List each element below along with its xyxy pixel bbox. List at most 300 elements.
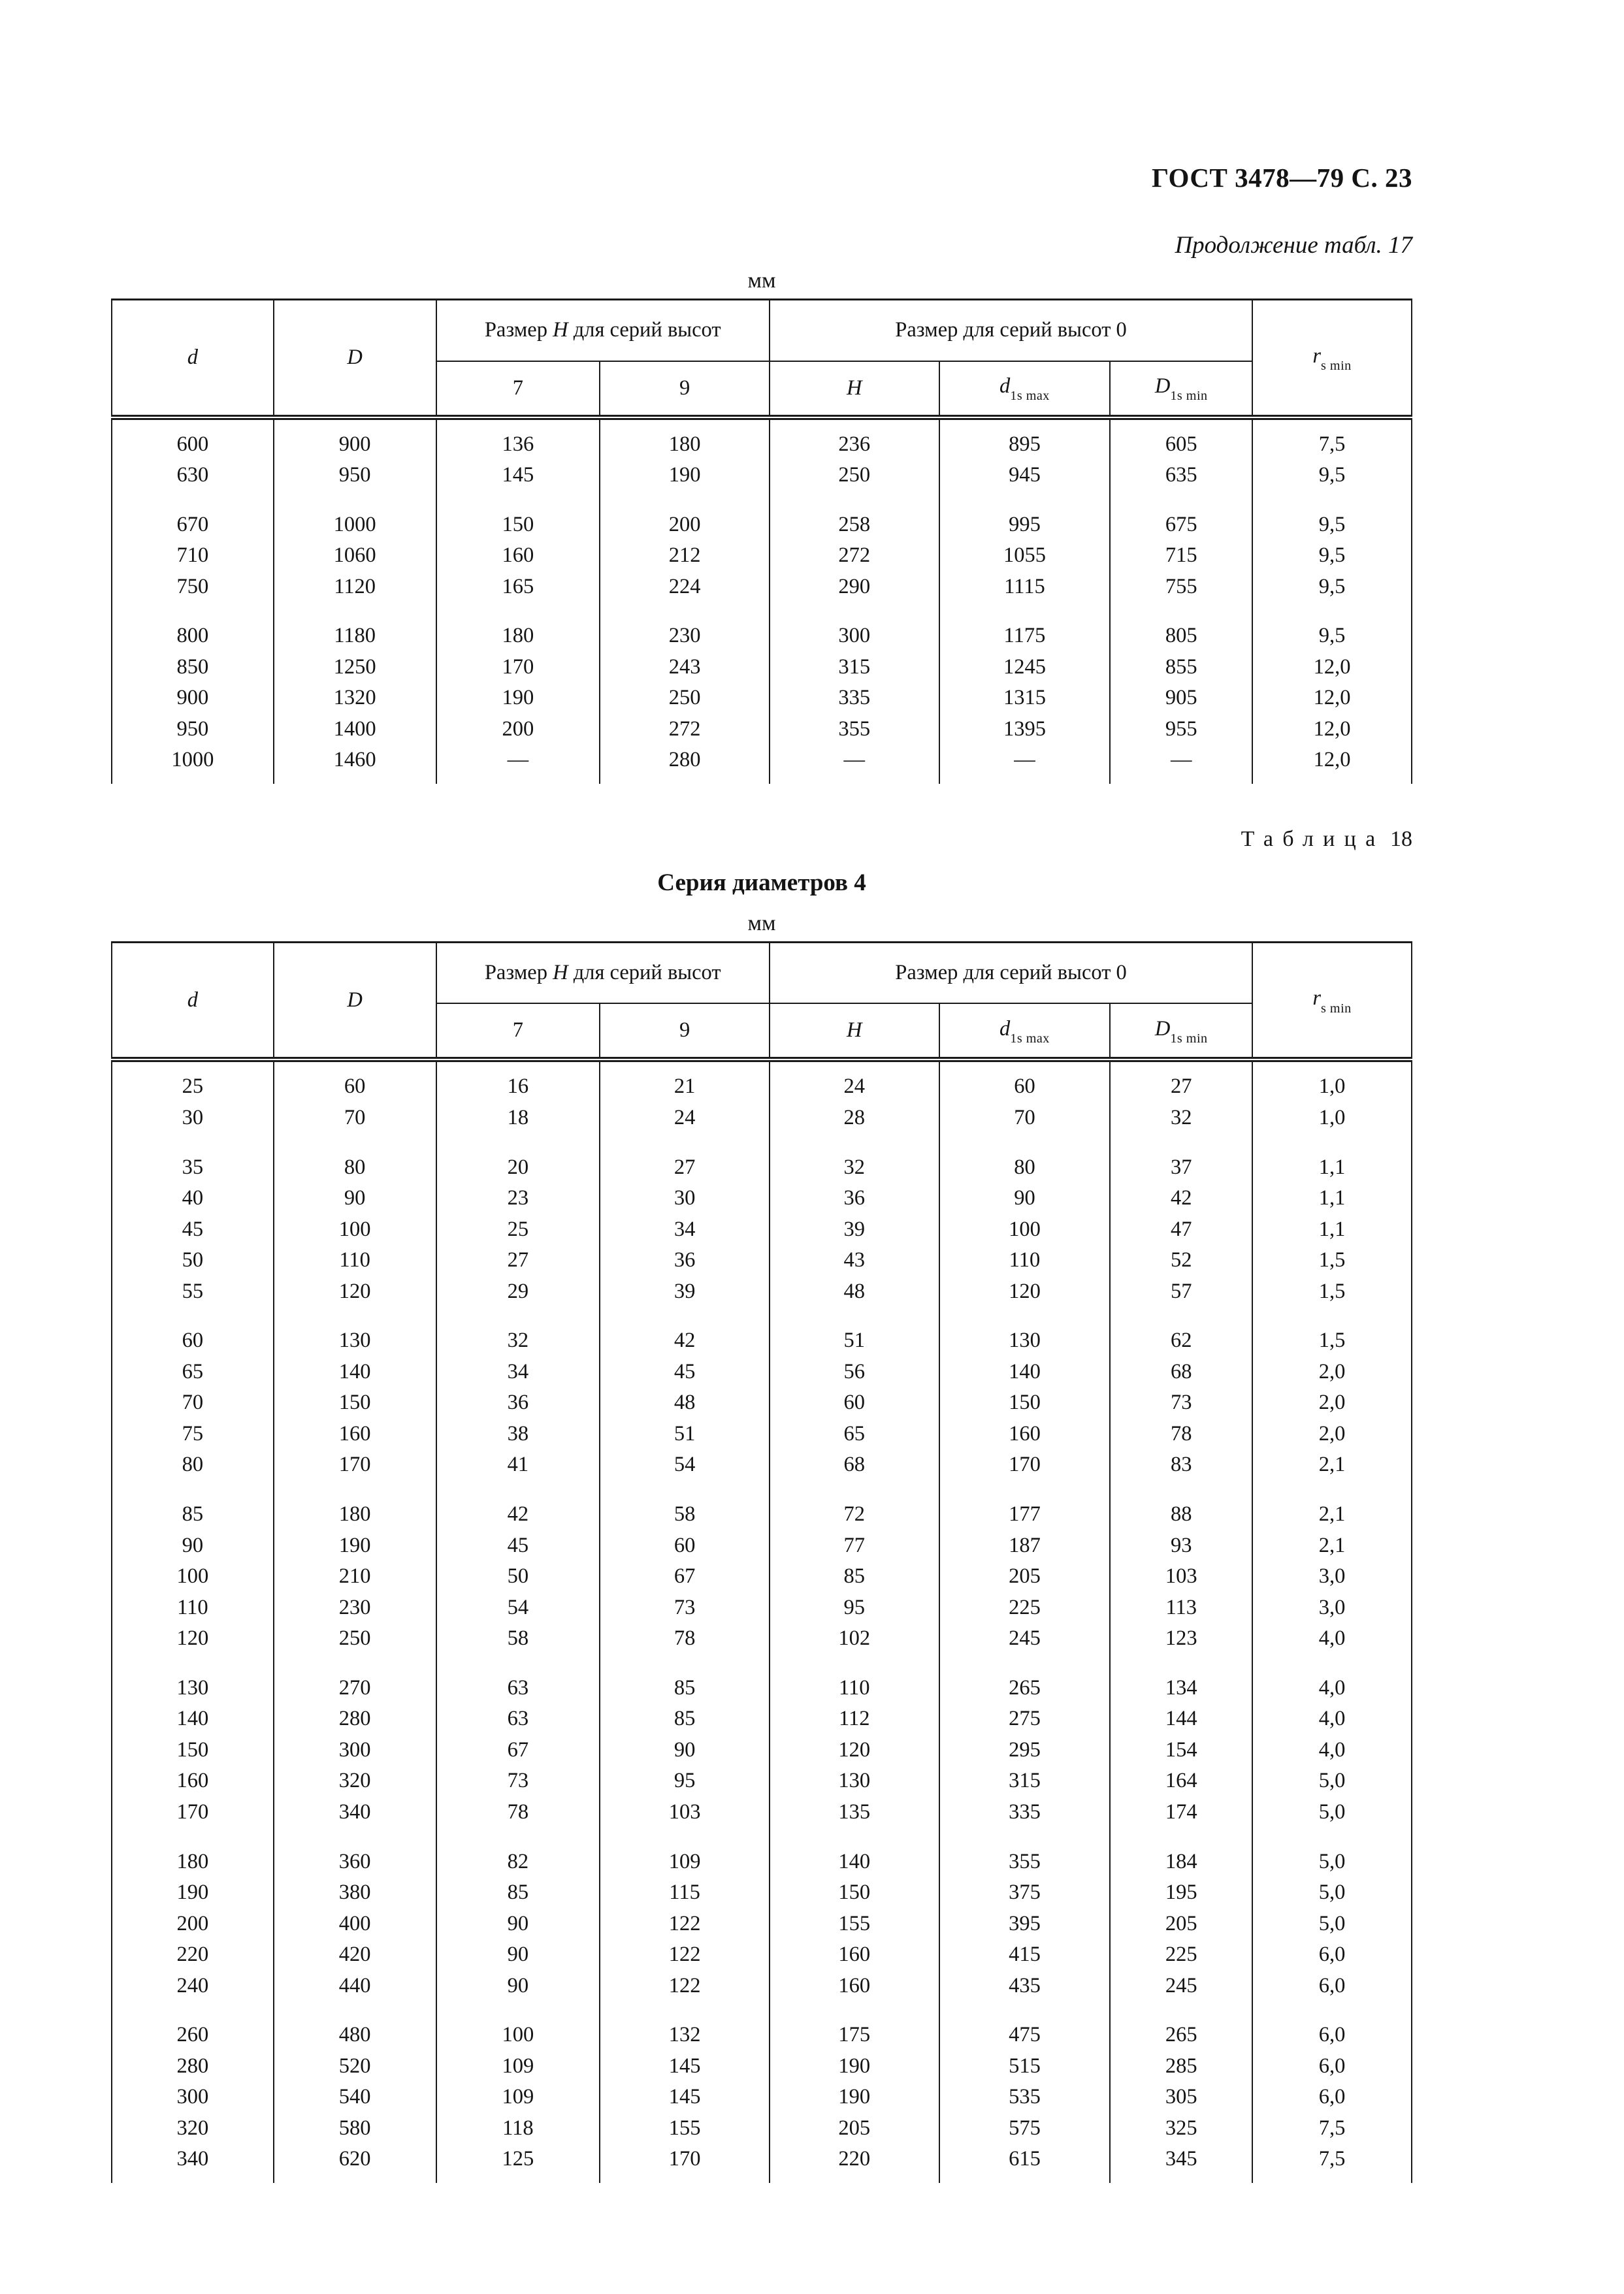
table-cell: 120 [274,1276,436,1308]
table-cell: 160 [112,1766,274,1797]
table-cell: 58 [600,1481,770,1530]
table-cell: 12,0 [1252,745,1412,784]
table-cell: 620 [274,2144,436,2183]
table-cell: 290 [770,572,939,603]
table-cell: 150 [112,1735,274,1766]
table-row [112,602,1412,652]
table-cell: 6,0 [1252,1939,1412,1971]
table-row [112,1183,1412,1214]
table-cell: 250 [770,460,939,491]
table-cell: 102 [770,1623,939,1655]
table-cell: 340 [112,2144,274,2183]
table-cell: 1060 [274,540,436,572]
table-cell: 4,0 [1252,1735,1412,1766]
table-cell: 155 [600,2113,770,2144]
table-row [112,2051,1412,2082]
table-row [112,2082,1412,2113]
table-cell: 3,0 [1252,1561,1412,1592]
table-row [112,652,1412,683]
table-continuation-note: Продолжение табл. 17 [1175,232,1412,259]
table-cell: 1175 [939,602,1111,652]
table-cell: 45 [112,1214,274,1246]
table-cell: 140 [939,1357,1111,1388]
table-cell: 205 [1110,1909,1252,1940]
table-cell: 21 [600,1059,770,1103]
table-row [112,683,1412,714]
table-cell: 63 [436,1704,600,1735]
table-cell: 9,5 [1252,491,1412,541]
header-span-size-h: Размер H для серий высот [436,942,770,1003]
header-col-d1smax: $d_{1s max}$ [939,361,1111,417]
table-cell: 1315 [939,683,1111,714]
table-cell: 112 [770,1704,939,1735]
table-cell: 950 [274,460,436,491]
table-cell: 1460 [274,745,436,784]
table-cell: 73 [436,1766,600,1797]
table-row [112,1766,1412,1797]
table-cell: 90 [436,1909,600,1940]
table-cell: 160 [770,1971,939,2002]
table-cell: 34 [436,1357,600,1388]
table-cell: 9,5 [1252,460,1412,491]
table-cell: 800 [112,602,274,652]
table-cell: 65 [770,1419,939,1450]
table-cell: 250 [600,683,770,714]
table-cell: 43 [770,1245,939,1276]
table-cell: 200 [112,1909,274,1940]
table-cell: 154 [1110,1735,1252,1766]
table-cell: 224 [600,572,770,603]
table-cell: 236 [770,417,939,460]
table-cell: 1,0 [1252,1059,1412,1103]
table-cell: 36 [770,1183,939,1214]
table-cell: — [1110,745,1252,784]
header-col-d: d [112,942,274,1059]
table-cell: 110 [112,1592,274,1624]
table-cell: 272 [770,540,939,572]
table-cell: 150 [939,1387,1111,1419]
table-cell: 140 [770,1828,939,1878]
table-cell: 190 [436,683,600,714]
table-cell: 900 [274,417,436,460]
table-cell: 210 [274,1561,436,1592]
table-cell: 70 [112,1387,274,1419]
table-cell: 18 [436,1103,600,1134]
table-cell: 190 [600,460,770,491]
table-cell: 45 [436,1530,600,1562]
table-row [112,1877,1412,1909]
table-cell: 90 [274,1183,436,1214]
table-cell: 160 [770,1939,939,1971]
table-row [112,417,1412,460]
table-cell: 85 [436,1877,600,1909]
table-cell: 12,0 [1252,714,1412,745]
document-header: ГОСТ 3478—79 С. 23 [1151,163,1412,193]
table-cell: 9,5 [1252,572,1412,603]
table-row [112,1909,1412,1940]
table-cell: 175 [770,2001,939,2051]
table-cell: 225 [939,1592,1111,1624]
table-cell: 540 [274,2082,436,2113]
table-cell: 88 [1110,1481,1252,1530]
table-cell: 360 [274,1828,436,1878]
table-cell: 4,0 [1252,1655,1412,1704]
table-row [112,460,1412,491]
table-cell: 230 [600,602,770,652]
table-cell: 113 [1110,1592,1252,1624]
table-row [112,745,1412,784]
table-cell: 300 [112,2082,274,2113]
table-cell: 174 [1110,1797,1252,1828]
table-cell: 155 [770,1909,939,1940]
table-cell: 90 [436,1971,600,2002]
table-cell: 40 [112,1183,274,1214]
table-cell: 305 [1110,2082,1252,2113]
table-row [112,1735,1412,1766]
table-cell: 122 [600,1909,770,1940]
table-cell: 345 [1110,2144,1252,2183]
table-cell: 220 [112,1939,274,1971]
header-col-D1smin: $D_{1s min}$ [1110,361,1252,417]
table-cell: 415 [939,1939,1111,1971]
table-cell: 1,5 [1252,1245,1412,1276]
table-cell: 130 [274,1307,436,1357]
table-cell: 100 [274,1214,436,1246]
table-cell: 136 [436,417,600,460]
table-cell: 150 [436,491,600,541]
table-cell: 123 [1110,1623,1252,1655]
table-cell: 200 [600,491,770,541]
table-cell: 905 [1110,683,1252,714]
table-cell: 110 [939,1245,1111,1276]
table-cell: 68 [1110,1357,1252,1388]
table-cell: 122 [600,1971,770,2002]
table-cell: 30 [600,1183,770,1214]
table-cell: 70 [274,1103,436,1134]
table-cell: 435 [939,1971,1111,2002]
table-cell: 520 [274,2051,436,2082]
table-cell: 165 [436,572,600,603]
table-cell: 945 [939,460,1111,491]
table-cell: 180 [274,1481,436,1530]
table-cell: 27 [436,1245,600,1276]
table-cell: 109 [600,1828,770,1878]
table-cell: 35 [112,1134,274,1184]
table-row [112,1623,1412,1655]
table-cell: 850 [112,652,274,683]
table-cell: 1,0 [1252,1103,1412,1134]
table-cell: — [939,745,1111,784]
table-cell: 580 [274,2113,436,2144]
table-cell: 145 [600,2051,770,2082]
table-cell: 7,5 [1252,2113,1412,2144]
table-cell: 28 [770,1103,939,1134]
table-cell: 90 [600,1735,770,1766]
header-span-size-h: Размер H для серий высот [436,300,770,361]
table-cell: 36 [600,1245,770,1276]
table-cell: 48 [600,1387,770,1419]
table-cell: 750 [112,572,274,603]
table-cell: 109 [436,2051,600,2082]
table-cell: 355 [939,1828,1111,1878]
table-cell: 2,0 [1252,1387,1412,1419]
table-cell: 9,5 [1252,602,1412,652]
table-cell: 615 [939,2144,1111,2183]
table-cell: 50 [436,1561,600,1592]
table-cell: 220 [770,2144,939,2183]
table-cell: 24 [770,1059,939,1103]
table-cell: 134 [1110,1655,1252,1704]
table-cell: 265 [1110,2001,1252,2051]
table-cell: 1180 [274,602,436,652]
table-cell: 670 [112,491,274,541]
table-cell: 140 [274,1357,436,1388]
table-cell: 85 [112,1481,274,1530]
table-cell: 100 [939,1214,1111,1246]
table-cell: 675 [1110,491,1252,541]
table-cell: 265 [939,1655,1111,1704]
table-cell: 7,5 [1252,2144,1412,2183]
table-cell: 250 [274,1623,436,1655]
table-cell: 1395 [939,714,1111,745]
table-cell: 120 [112,1623,274,1655]
table-cell: 32 [770,1134,939,1184]
table-cell: 75 [112,1419,274,1450]
table-cell: 635 [1110,460,1252,491]
table-row [112,1387,1412,1419]
table-cell: 160 [939,1419,1111,1450]
table-cell: 150 [770,1877,939,1909]
table-cell: 1,5 [1252,1276,1412,1308]
table-cell: 122 [600,1939,770,1971]
table-cell: 5,0 [1252,1828,1412,1878]
unit-label-mm-2: мм [747,911,776,935]
table-cell: 80 [274,1134,436,1184]
header-col-H: H [770,1003,939,1059]
table-cell: 260 [112,2001,274,2051]
table-cell: 23 [436,1183,600,1214]
table-row [112,1939,1412,1971]
table-cell: 63 [436,1655,600,1704]
table-cell: 180 [600,417,770,460]
table-cell: 32 [1110,1103,1252,1134]
table-cell: 190 [274,1530,436,1562]
table-cell: 380 [274,1877,436,1909]
table-17-body [112,417,1412,784]
header-col-rsmin: $r_{s min}$ [1252,300,1412,417]
table-cell: 130 [112,1655,274,1704]
table-cell: 170 [274,1449,436,1481]
table-cell: 1320 [274,683,436,714]
header-row-spanners [112,942,1412,1003]
header-col-7: 7 [436,1003,600,1059]
table-cell: 205 [939,1561,1111,1592]
table-cell: 78 [600,1623,770,1655]
table-cell: 245 [1110,1971,1252,2002]
table-cell: 145 [600,2082,770,2113]
page-content [111,0,1412,2183]
header-col-rsmin: $r_{s min}$ [1252,942,1412,1059]
table-cell: 95 [600,1766,770,1797]
table-row [112,540,1412,572]
table-cell: 60 [770,1387,939,1419]
table-cell: 895 [939,417,1111,460]
table-cell: 16 [436,1059,600,1103]
table-cell: 475 [939,2001,1111,2051]
table-row [112,1059,1412,1103]
table-cell: 280 [112,2051,274,2082]
table-cell: 65 [112,1357,274,1388]
table-cell: 300 [770,602,939,652]
table-cell: 480 [274,2001,436,2051]
table-cell: 320 [112,2113,274,2144]
table-cell: 515 [939,2051,1111,2082]
table-cell: 3,0 [1252,1592,1412,1624]
table-cell: 243 [600,652,770,683]
table-cell: 42 [1110,1183,1252,1214]
table-cell: 85 [770,1561,939,1592]
table-cell: 51 [770,1307,939,1357]
table-cell: 5,0 [1252,1797,1412,1828]
table-cell: 82 [436,1828,600,1878]
table-cell: 67 [436,1735,600,1766]
table-row [112,1481,1412,1530]
table-cell: 955 [1110,714,1252,745]
table-cell: 280 [274,1704,436,1735]
table-cell: 30 [112,1103,274,1134]
table-cell: 36 [436,1387,600,1419]
table-cell: 177 [939,1481,1111,1530]
table-cell: 93 [1110,1530,1252,1562]
header-col-d: d [112,300,274,417]
table-cell: 164 [1110,1766,1252,1797]
header-row-spanners [112,300,1412,361]
table-cell: 160 [436,540,600,572]
table-cell: 37 [1110,1134,1252,1184]
table-row [112,1971,1412,2002]
table-cell: 4,0 [1252,1704,1412,1735]
table-cell: 140 [112,1704,274,1735]
table-cell: 56 [770,1357,939,1388]
table-cell: 100 [112,1561,274,1592]
table-cell: 2,0 [1252,1357,1412,1388]
table-cell: 400 [274,1909,436,1940]
table-cell: 73 [1110,1387,1252,1419]
table-cell: 340 [274,1797,436,1828]
table-cell: 315 [939,1766,1111,1797]
table-cell: 103 [1110,1561,1252,1592]
table-cell: 755 [1110,572,1252,603]
table-cell: 42 [600,1307,770,1357]
table-cell: 51 [600,1419,770,1450]
table-cell: 110 [274,1245,436,1276]
table-cell: 60 [600,1530,770,1562]
table-cell: 115 [600,1877,770,1909]
table-cell: 170 [112,1797,274,1828]
table-cell: 72 [770,1481,939,1530]
table-cell: 1,1 [1252,1134,1412,1184]
table-cell: 110 [770,1655,939,1704]
table-cell: 120 [939,1276,1111,1308]
table-cell: 100 [436,2001,600,2051]
table-cell: 27 [600,1134,770,1184]
table-row [112,1592,1412,1624]
table-cell: 245 [939,1623,1111,1655]
table-cell: 9,5 [1252,540,1412,572]
table-row [112,1655,1412,1704]
table-cell: 125 [436,2144,600,2183]
table-cell: 6,0 [1252,1971,1412,2002]
header-col-D1smin: $D_{1s min}$ [1110,1003,1252,1059]
table-cell: 1400 [274,714,436,745]
table-cell: 240 [112,1971,274,2002]
table-cell: 170 [939,1449,1111,1481]
table-row [112,1419,1412,1450]
table-cell: 39 [600,1276,770,1308]
table-cell: 90 [436,1939,600,1971]
table-cell: 90 [939,1183,1111,1214]
table-cell: 60 [939,1059,1111,1103]
table-cell: 600 [112,417,274,460]
table-cell: 258 [770,491,939,541]
table-cell: 68 [770,1449,939,1481]
table-cell: 6,0 [1252,2001,1412,2051]
table-17-header [112,300,1412,417]
header-col-9: 9 [600,1003,770,1059]
table-cell: 80 [112,1449,274,1481]
table-cell: 39 [770,1214,939,1246]
header-col-d1smax: $d_{1s max}$ [939,1003,1111,1059]
table-cell: 150 [274,1387,436,1419]
table-cell: 995 [939,491,1111,541]
table-cell: 54 [436,1592,600,1624]
table-row [112,1530,1412,1562]
table-cell: 1000 [112,745,274,784]
table-cell: 605 [1110,417,1252,460]
table-cell: 118 [436,2113,600,2144]
table-cell: 48 [770,1276,939,1308]
table-cell: 190 [112,1877,274,1909]
table-cell: 2,1 [1252,1530,1412,1562]
table-cell: 715 [1110,540,1252,572]
table-cell: 85 [600,1704,770,1735]
table-row [112,1704,1412,1735]
table-cell: 50 [112,1245,274,1276]
table-cell: 575 [939,2113,1111,2144]
table-18-title: Серия диаметров 4 [657,869,866,896]
table-cell: 272 [600,714,770,745]
table-row [112,491,1412,541]
table-row [112,2144,1412,2183]
table-cell: 420 [274,1939,436,1971]
table-cell: 315 [770,652,939,683]
table-cell: 90 [112,1530,274,1562]
table-row [112,1357,1412,1388]
table-cell: 29 [436,1276,600,1308]
table-cell: 109 [436,2082,600,2113]
table-cell: 855 [1110,652,1252,683]
table-cell: 190 [770,2082,939,2113]
table-row [112,1797,1412,1828]
table-cell: 212 [600,540,770,572]
table-cell: 32 [436,1307,600,1357]
table-cell: 6,0 [1252,2051,1412,2082]
table-cell: 295 [939,1735,1111,1766]
table-row [112,1307,1412,1357]
table-cell: 285 [1110,2051,1252,2082]
table-cell: 1,5 [1252,1307,1412,1357]
table-cell: 805 [1110,602,1252,652]
